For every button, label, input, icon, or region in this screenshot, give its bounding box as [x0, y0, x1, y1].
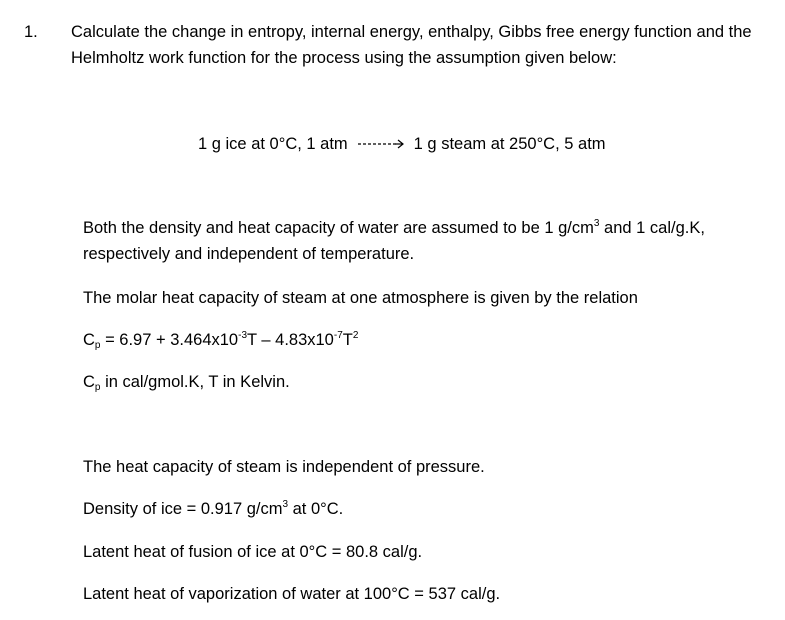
process-equation	[198, 134, 606, 154]
pressure-independence: The heat capacity of steam is independent of pressure.	[83, 458, 485, 476]
density-assumption-line-1: Both the density and heat capacity of water are assumed to be 1 $g/cm^3$ and 1 cal/g.K,	[83, 218, 705, 237]
question-number: 1.	[24, 23, 38, 41]
final-state: 1 g steam at 250°C, 5 atm	[413, 135, 606, 153]
molar-heat-capacity-statement: The molar heat capacity of steam at one atmosphere is given by the relation	[83, 289, 638, 307]
question-text-line-1: Calculate the change in entropy, internal energy, enthalpy, Gibbs free energy function and the	[71, 23, 752, 41]
dashed-arrow-icon	[358, 138, 404, 150]
latent-heat-fusion: Latent heat of fusion of ice at 0°C = 80.8 cal/g.	[83, 543, 423, 561]
cp-equation: $C_p = 6.97 + 3.464x10^{-3}T - 4.83x10^{-7}T^2$	[83, 330, 359, 351]
ice-density: Density of ice = 0.917 $g/cm^3$ at 0°C.	[83, 499, 344, 518]
density-assumption-line-2: respectively and independent of temperature.	[83, 245, 415, 263]
units-note: $C_p$ in cal/gmol.K, T in Kelvin.	[83, 373, 290, 393]
latent-heat-vaporization: Latent heat of vaporization of water at 100°C = 537 cal/g.	[83, 585, 501, 603]
initial-state: 1 g ice at 0°C, 1 atm	[198, 135, 348, 153]
question-text-line-2: Helmholtz work function for the process using the assumption given below:	[71, 49, 617, 67]
